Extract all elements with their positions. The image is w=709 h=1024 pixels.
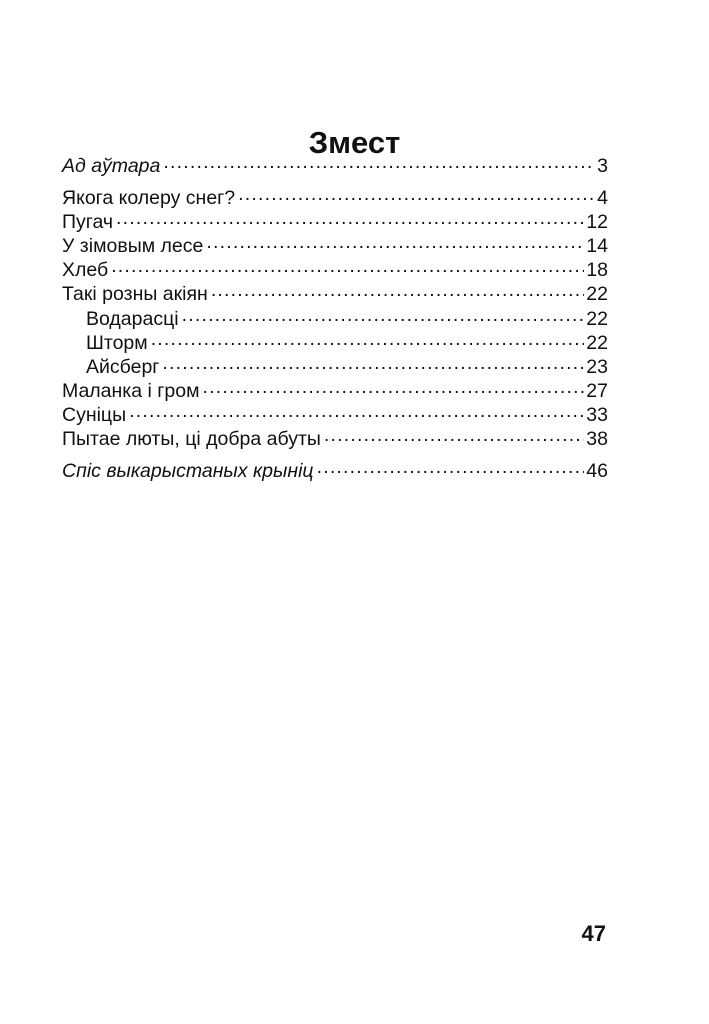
toc-entry-seaweed[interactable] xyxy=(62,305,608,329)
toc-entry-owl[interactable] xyxy=(62,208,608,232)
dot-leader xyxy=(211,280,584,300)
toc-entry-references[interactable] xyxy=(62,457,608,481)
toc-entry-label: Шторм xyxy=(86,331,148,354)
toc-entry-snow-color[interactable] xyxy=(62,184,608,208)
toc-entry-label: Ад аўтара xyxy=(62,155,161,177)
dot-leader xyxy=(111,256,584,276)
toc-entry-label: Айсберг xyxy=(86,355,160,378)
dot-leader xyxy=(163,152,595,172)
dot-leader xyxy=(129,401,584,421)
dot-leader xyxy=(202,377,584,397)
toc-entry-page: 3 xyxy=(597,155,608,177)
dot-leader xyxy=(162,353,584,373)
toc-entry-bread[interactable] xyxy=(62,256,608,280)
toc-entry-storm[interactable] xyxy=(62,329,608,353)
page-number: 47 xyxy=(581,921,606,946)
dot-leader xyxy=(182,305,585,325)
toc-entry-page: 38 xyxy=(586,428,608,451)
toc-entry-page: 27 xyxy=(586,379,608,402)
dot-leader xyxy=(151,329,585,349)
toc-entry-author-note[interactable] xyxy=(62,152,608,176)
toc-entry-label: Спіс выкарыстаных крыніц xyxy=(62,460,314,483)
toc-entry-page: 22 xyxy=(586,331,608,354)
toc-entry-page: 33 xyxy=(586,403,608,426)
toc-entry-page: 14 xyxy=(586,235,608,258)
toc-entry-label: У зімовым лесе xyxy=(62,235,204,258)
toc-entry-label: Пытае люты, ці добра абуты xyxy=(62,428,321,451)
toc-entry-label: Водарасці xyxy=(86,307,179,330)
table-of-contents xyxy=(62,152,608,481)
dot-leader xyxy=(324,425,584,445)
dot-leader xyxy=(206,232,584,252)
toc-entry-page: 4 xyxy=(597,187,608,210)
toc-entry-winter-forest[interactable] xyxy=(62,232,608,256)
toc-entry-lightning[interactable] xyxy=(62,377,608,401)
toc-entry-february[interactable] xyxy=(62,425,608,449)
toc-entry-strawberries[interactable] xyxy=(62,401,608,425)
toc-entry-label: Суніцы xyxy=(62,403,127,426)
page-title: Змест xyxy=(308,124,401,160)
toc-entry-page: 46 xyxy=(586,460,608,483)
dot-leader xyxy=(116,208,584,228)
toc-entry-page: 22 xyxy=(586,307,608,330)
toc-entry-label: Маланка і гром xyxy=(62,379,200,402)
dot-leader xyxy=(317,457,585,477)
toc-entry-label: Пугач xyxy=(62,211,114,234)
toc-entry-label: Такі розны акіян xyxy=(62,283,208,306)
toc-entry-ocean[interactable] xyxy=(62,280,608,304)
toc-entry-page: 23 xyxy=(586,355,608,378)
toc-entry-page: 12 xyxy=(586,211,608,234)
toc-entry-iceberg[interactable] xyxy=(62,353,608,377)
toc-entry-page: 18 xyxy=(586,259,608,282)
toc-entry-label: Якога колеру снег? xyxy=(62,187,236,210)
dot-leader xyxy=(238,184,595,204)
toc-entry-page: 22 xyxy=(586,283,608,306)
toc-entry-label: Хлеб xyxy=(62,259,109,282)
